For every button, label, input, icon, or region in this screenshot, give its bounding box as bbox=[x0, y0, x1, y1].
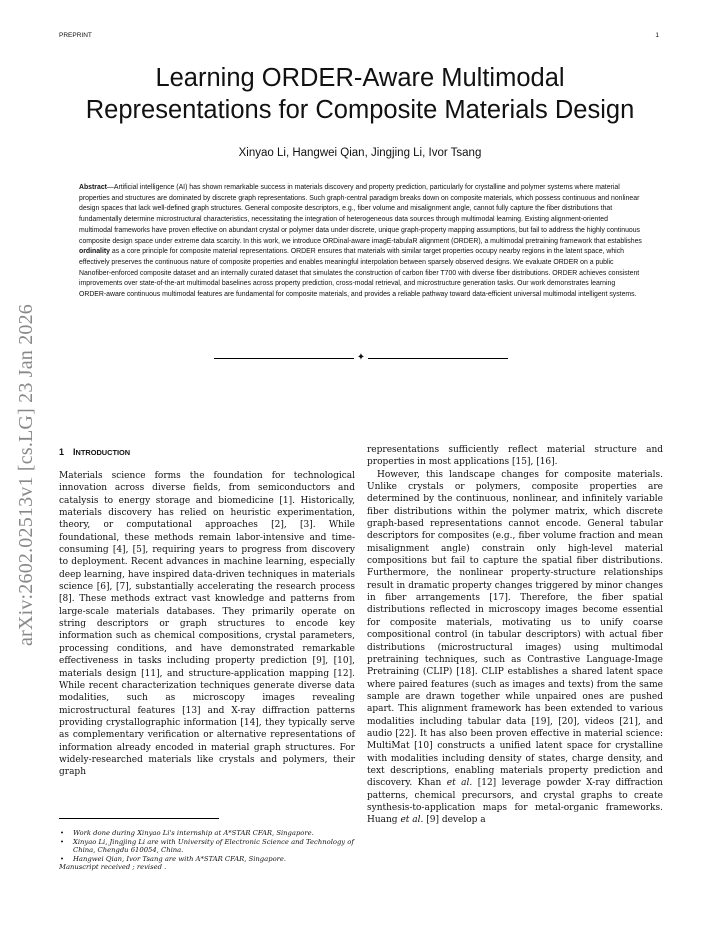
intro-paragraph-1: Materials science forms the foundation for technological innovation across diverse fields, from semiconductors and catalysis to energy storage and biomedicine [1]. Historically, materials discovery has relied on heuristic experimentation, theory, or computational approaches [2], [3]. While foundational, these methods remain labor-intensive and time-consuming [4], [5], requiring years to progress from discovery to deployment. Recent advances in machine learning, especially deep learning, have inspired data-driven techniques in materials science [6], [7], substantially accelerating the research process [8]. These methods extract vast knowledge and patterns from large-scale materials databases. They primarily operate on string descriptors or graph structures to encode key information such as chemical compositions, crystal parameters, processing conditions, and have demonstrated remarkable effectiveness in tasks including property prediction [9], [10], materials design [11], and structure-application mapping [12]. While recent characterization techniques generate diverse data modalities, such as microscopy images revealing microstructural features [13] and X-ray diffraction patterns providing crystallographic information [14], they typically serve as complementary verification or alternative representations of information already encoded in material graph structures. For widely-researched materials like crystals and polymers, their graph bbox=[59, 471, 355, 778]
et-al-2: et al. bbox=[400, 815, 424, 826]
intro-paragraph-continued: representations sufficiently reflect material structure and properties in most applications [15], [16]. bbox=[367, 445, 663, 468]
bullet-icon: • bbox=[60, 854, 65, 863]
right-column bbox=[367, 444, 663, 827]
bullet-icon: • bbox=[60, 837, 65, 846]
paragraph-2-text-c: [9] develop a bbox=[423, 815, 486, 826]
divider-line-left bbox=[214, 358, 354, 359]
section-first-letter: I bbox=[73, 447, 76, 457]
section-title-rest: NTRODUCTION bbox=[75, 448, 131, 457]
abstract-bold-term: ordinality bbox=[79, 248, 111, 256]
left-column bbox=[59, 470, 355, 779]
divider-diamond-icon: ✦ bbox=[356, 352, 366, 363]
section-heading bbox=[59, 447, 130, 457]
title-line-1: Learning ORDER-Aware Multimodal bbox=[155, 64, 565, 92]
abstract-text-part1: —Artificial intelligence (AI) has shown remarkable success in materials discovery and property prediction, particularly for crystalline and polymer systems where material properties and structures are dominated by discrete graph representations. Such graph-central paradigm breaks down on composite materials, which possess continuous and nonlinear design spaces that lack well-defined graph structures. General composite descriptors, e.g., fiber volume and misalignment angle, cannot fully capture the fiber distributions that fundamentally determine microstructural characteristics, necessitating the integration of heterogeneous data sources through multimodal learning. Existing alignment-oriented multimodal frameworks have proven effective on abundant crystal or polymer data under discrete, unique graph-property mapping assumptions, but fail to address the highly continuous composite design space under extreme data scarcity. In this work, we introduce ORDinal-aware imagE-tabulaR alignment (ORDER), a multimodal pretraining framework that establishes bbox=[79, 184, 642, 245]
paragraph-2-text-b: [12] leverage powder X-ray diffraction patterns, chemical precursors, and crystal graphs to create synthesis-to-application maps for metal-organic frameworks. Huang bbox=[367, 778, 663, 826]
footnote-item bbox=[59, 855, 355, 864]
paragraph-2-text-a: However, this landscape changes for composite materials. Unlike crystals or polymers, composite properties are determined by the continuous, nonlinear, and infinitely variable fiber distributions within the polymer matrix, which discrete graph-based representations cannot encode. General tabular descriptors for composites (e.g., fiber volume fraction and mean misalignment angle) constrain only high-level material compositions but fail to capture the spatial fiber distributions. Furthermore, the nonlinear property-structure relationships result in dramatic property changes triggered by minor changes in fiber arrangements [17]. Therefore, the fiber spatial distributions reflected in microscopy images become essential for composite materials, motivating us to unify coarse compositional control (in tabular descriptors) with actual fiber distributions (microstructural images) using multimodal pretraining techniques, such as Contrastive Language-Image Pretraining (CLIP) [18]. CLIP establishes a shared latent space where paired features (such as images and texts) from the same sample are drawn together while unpaired ones are pushed apart. This alignment framework has been extended to various modalities including tabular data [19], [20], videos [21], and audio [22]. It has also been proven effective in material science: MultiMat [10] constructs a unified latent space for crystalline with modalities including density of states, charge density, and text descriptions, enabling materials property prediction and discovery. Khan bbox=[367, 469, 663, 789]
arxiv-stamp: arXiv:2602.02513v1 [cs.LG] 23 Jan 2026 bbox=[15, 304, 37, 646]
divider-line-right bbox=[368, 358, 508, 359]
footnote-text: Xinyao Li, Jingjing Li are with University of Electronic Science and Technology of China, Chengdu 610054, China. bbox=[73, 837, 354, 854]
section-divider bbox=[214, 352, 508, 364]
abstract-label: Abstract bbox=[79, 184, 107, 191]
manuscript-note: Manuscript received ; revised . bbox=[59, 863, 167, 871]
page-number: 1 bbox=[655, 32, 659, 39]
running-header: PREPRINT bbox=[59, 32, 92, 39]
footnote-item bbox=[59, 829, 355, 838]
footnotes bbox=[59, 829, 355, 863]
author-list: Xinyao Li, Hangwei Qian, Jingjing Li, Ivor Tsang bbox=[238, 147, 482, 159]
footnote-item bbox=[59, 838, 355, 855]
abstract bbox=[79, 183, 642, 301]
et-al-1: et al. bbox=[446, 778, 473, 789]
bullet-icon: • bbox=[60, 829, 65, 837]
paper-title bbox=[40, 62, 680, 126]
footnote-rule bbox=[59, 818, 219, 819]
footnote-text: Hangwei Qian, Ivor Tsang are with A*STAR CFAR, Singapore. bbox=[73, 854, 287, 863]
title-line-2: Representations for Composite Materials Design bbox=[85, 96, 635, 124]
section-number: 1 bbox=[59, 447, 65, 457]
intro-paragraph-2 bbox=[367, 469, 663, 827]
abstract-text-part2: as a core principle for composite material representations. ORDER ensures that materials with similar target properties occupy nearby regions in the latent space, which effectively preserves the continuous nature of composite properties and enables meaningful interpolation between sparsely observed designs. We evaluate ORDER on a public Nanofiber-enforced composite dataset and an internally curated dataset that simulates the construction of carbon fiber T700 with diverse fiber distributions. ORDER achieves consistent improvements over state-of-the-art multimodal baselines across property prediction, cross-modal retrieval, and microstructure generation tasks. Our work demonstrates learning ORDER-aware continuous multimodal features are fundamental for composite materials, and provides a reliable pathway toward data-efficient universal multimodal intelligent systems. bbox=[79, 248, 640, 299]
footnote-text: Work done during Xinyao Li's internship at A*STAR CFAR, Singapore. bbox=[73, 829, 314, 837]
